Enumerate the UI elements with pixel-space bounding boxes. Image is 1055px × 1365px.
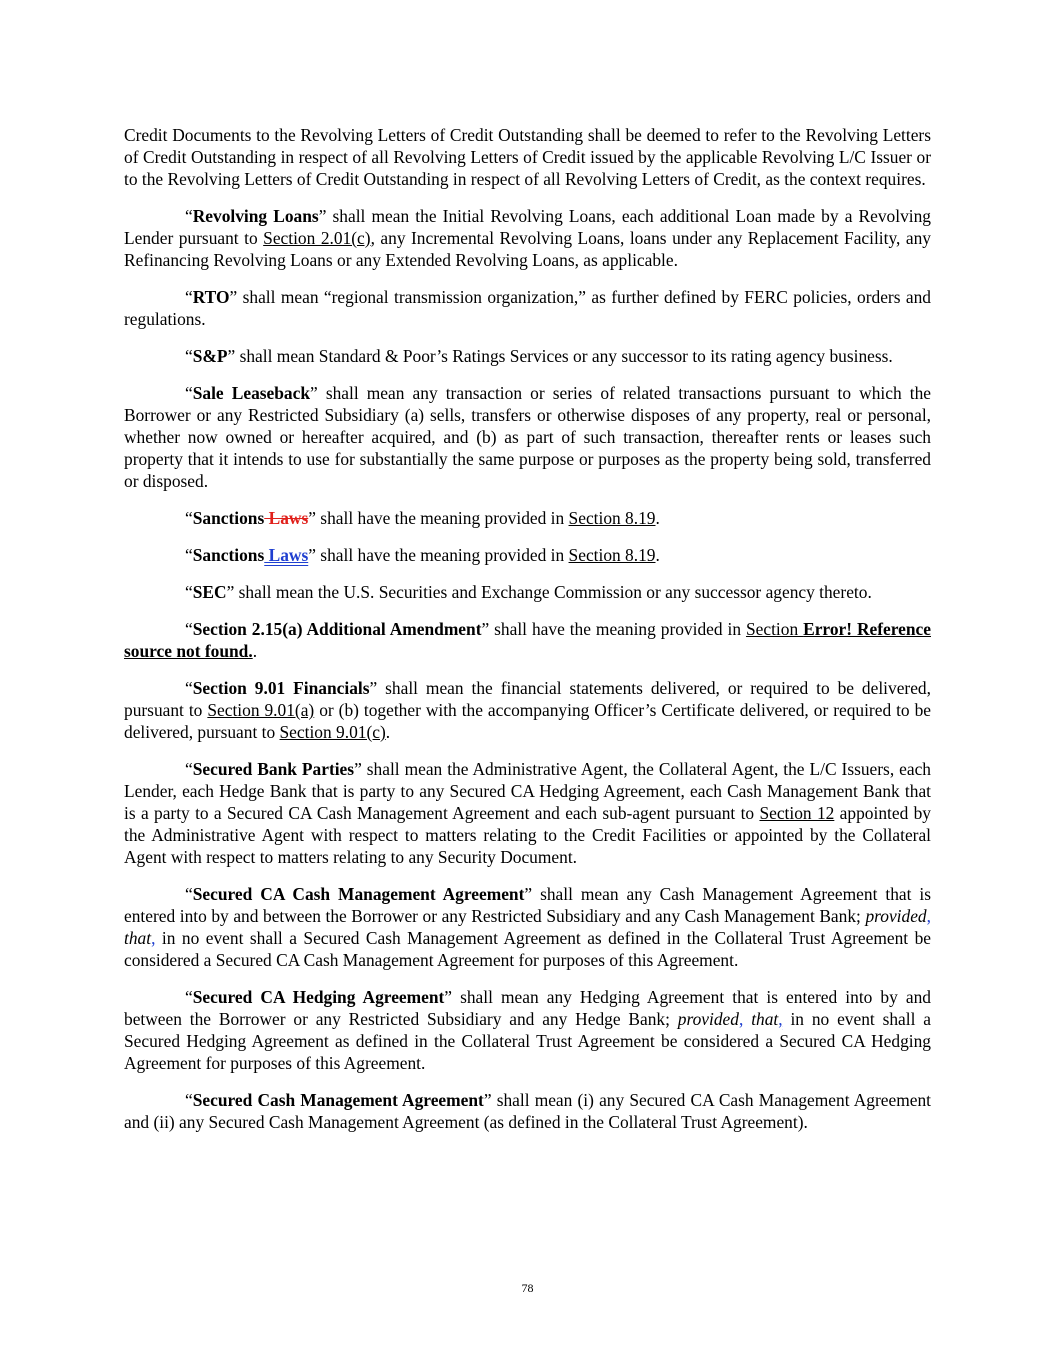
open-quote: “ [185,759,193,779]
definition-secured-cash-management-agreement [124,1089,931,1133]
definition-sec [124,581,931,603]
defined-term: Secured Cash Management Agreement [192,1090,484,1110]
italic-text: provided [865,906,927,926]
defined-term: Section 2.15(a) Additional Amendment [192,619,482,639]
section-reference[interactable]: Section 9.01(a) [207,700,315,720]
definition-text: ” shall have the meaning provided in [308,508,569,528]
inserted-comma: , [738,1009,744,1029]
definition-text: ” shall mean the Initial Revolving Loans, each additional Loan made by a Revolving Lender pursuant to [124,206,931,248]
defined-term: Revolving Loans [192,206,319,226]
defined-term: S&P [192,346,228,366]
definition-sanctions-deleted [124,507,931,529]
open-quote: “ [185,1090,193,1110]
defined-term: Sale Leaseback [192,383,311,403]
definition-text: ” shall mean any Cash Management Agreement that is entered into by and between the Borrower or any Restricted Subsidiary and any Cash Management Bank; [124,884,932,926]
open-quote: “ [185,383,193,403]
definition-text: appointed by the Administrative Agent with respect to matters relating to the Credit Facilities or appointed by the Collateral Agent with respect to matters relating to any Security Document. [124,803,931,867]
definition-text: , any Incremental Revolving Loans, loans under any Replacement Facility, any Refinancing Revolving Loans or any Extended Revolving Loans, as applicable. [124,228,931,270]
defined-term: Sanctions [192,508,265,528]
open-quote: “ [185,508,193,528]
inserted-text: Laws [264,545,309,565]
open-quote: “ [185,346,193,366]
definition-sale-leaseback [124,382,931,492]
open-quote: “ [185,287,193,307]
definition-text: in no event shall a Secured Hedging Agreement as defined in the Collateral Trust Agreement be considered a Secured CA Hedging Agreement for purposes of this Agreement. [124,1009,931,1073]
definition-secured-ca-cash-management-agreement [124,883,931,971]
definition-text: . [655,508,660,528]
inserted-comma: , [926,906,931,926]
section-reference[interactable]: Section 9.01(c) [279,722,386,742]
section-reference[interactable]: Section 2.01(c) [263,228,371,248]
open-quote: “ [185,619,193,639]
definition-rto [124,286,931,330]
definition-section-2-15a [124,618,931,662]
open-quote: “ [185,987,193,1007]
open-quote: “ [185,582,193,602]
italic-text: provided [677,1009,739,1029]
defined-term: SEC [192,582,227,602]
definition-text: . [655,545,660,565]
definition-text: ” shall mean (i) any Secured CA Cash Management Agreement and (ii) any Secured Cash Management Agreement (as defined in the Collateral Trust Agreement). [124,1090,931,1132]
definition-text: ” shall mean the financial statements delivered, or required to be delivered, pursuant to [124,678,931,720]
defined-term: Secured Bank Parties [192,759,355,779]
definition-secured-bank-parties [124,758,931,868]
inserted-comma: , [778,1009,783,1029]
definition-text: ” shall mean the U.S. Securities and Exchange Commission or any successor agency thereto. [226,582,872,602]
definition-text: ” shall have the meaning provided in [308,545,569,565]
definition-text: ” shall mean any transaction or series of related transactions pursuant to which the Borrower or any Restricted Subsidiary (a) sells, transfers or otherwise disposes of any property, real or personal, whether now owned or hereafter acquired, and (b) as part of such transaction, thereafter rents or leases such property that it intends to use for substantially the same purpose or purposes as the property being sold, transferred or disposed. [124,383,931,491]
definition-sp [124,345,931,367]
definition-text: ” shall have the meaning provided in [481,619,746,639]
definition-text: in no event shall a Secured Cash Management Agreement as defined in the Collateral Trust Agreement be considered a Secured CA Cash Management Agreement for purposes of this Agreement. [124,928,931,970]
definition-text: ” shall mean the Administrative Agent, the Collateral Agent, the L/C Issuers, each Lender, each Hedge Bank that is party to any Secured CA Hedging Agreement, each Cash Management Bank that is a party to a Secured CA Cash Management Agreement and each sub-agent pursuant to [124,759,932,823]
section-reference[interactable]: Section 12 [759,803,835,823]
definition-secured-ca-hedging-agreement [124,986,931,1074]
page-number: 78 [521,1281,534,1295]
paragraph-continuation: Credit Documents to the Revolving Letters of Credit Outstanding shall be deemed to refer to the Revolving Letters of Credit Outstanding in respect of all Revolving Letters of Credit issued by the applicable Revolving L/C Issuer or to the Revolving Letters of Credit Outstanding in respect of all Revolving Letters of Credit, as the context requires. [124,125,931,189]
inserted-comma: , [151,928,156,948]
definition-text: . [252,641,258,661]
open-quote: “ [185,678,193,698]
defined-term: Sanctions [192,545,265,565]
definition-text: or (b) together with the accompanying Officer’s Certificate delivered, or required to be delivered, pursuant to [124,700,932,742]
section-reference[interactable]: Section [745,619,804,639]
defined-term: RTO [192,287,230,307]
reference-error-text: Error! Reference source not found. [124,619,931,661]
deleted-text: Laws [264,508,309,528]
definition-section-9-01-financials [124,677,931,743]
definition-text: . [385,722,391,742]
document-page [124,124,931,1148]
definition-text: ” shall mean Standard & Poor’s Ratings Services or any successor to its rating agency business. [227,346,893,366]
defined-term: Secured CA Cash Management Agreement [192,884,525,904]
italic-text: that [124,928,152,948]
italic-text: that [743,1009,779,1029]
definition-revolving-loans [124,205,931,271]
section-reference[interactable]: Section 8.19 [568,508,656,528]
open-quote: “ [185,206,193,226]
open-quote: “ [185,884,193,904]
section-reference[interactable]: Section 8.19 [568,545,656,565]
definition-sanctions-inserted [124,544,931,566]
defined-term: Secured CA Hedging Agreement [192,987,445,1007]
open-quote: “ [185,545,193,565]
defined-term: Section 9.01 Financials [192,678,370,698]
definition-text: ” shall mean “regional transmission organization,” as further defined by FERC policies, orders and regulations. [124,287,931,329]
definition-text: ” shall mean any Hedging Agreement that is entered into by and between the Borrower or any Restricted Subsidiary and any Hedge Bank; [124,987,931,1029]
